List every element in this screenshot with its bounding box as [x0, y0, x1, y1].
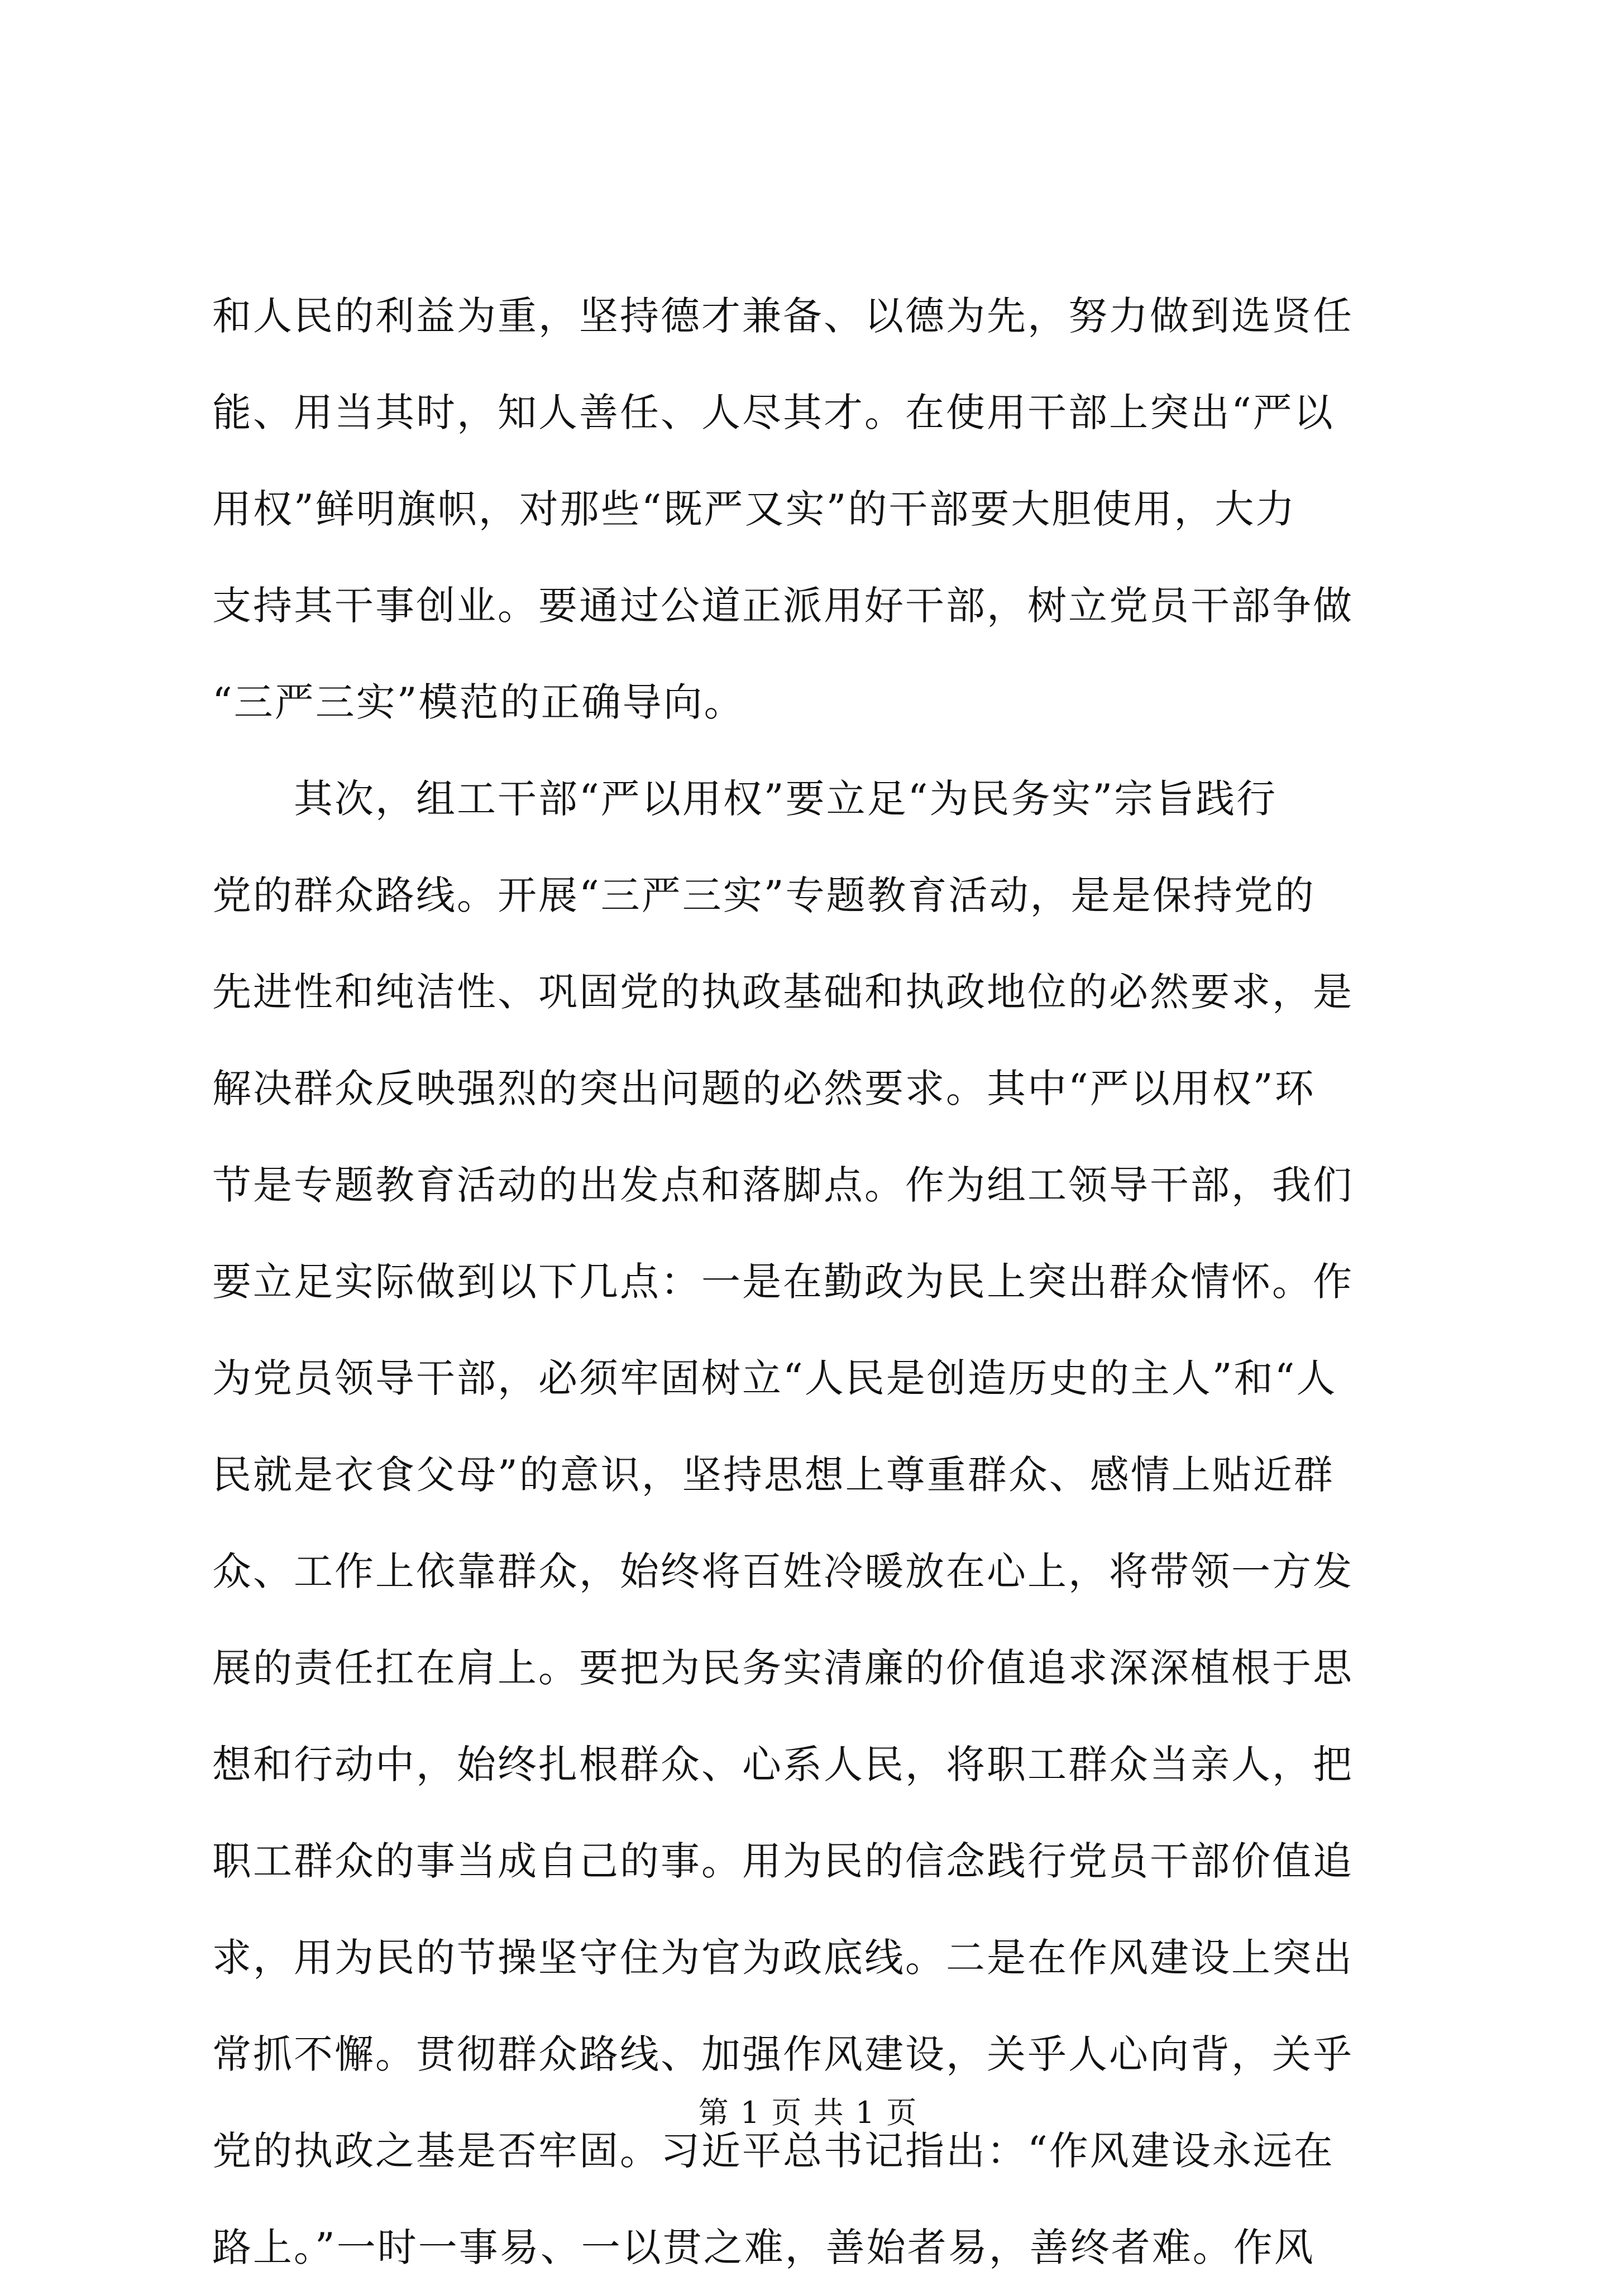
text-line: 先进性和纯洁性、巩固党的执政基础和执政地位的必然要求，是: [212, 969, 1354, 1015]
text-line: 用权”鲜明旗帜，对那些“既严又实”的干部要大胆使用，大力: [212, 486, 1297, 532]
text-line: 节是专题教育活动的出发点和落脚点。作为组工领导干部，我们: [212, 1162, 1354, 1208]
body-text: [212, 268, 1407, 2296]
text-line: 要立足实际做到以下几点：一是在勤政为民上突出群众情怀。作: [212, 1259, 1354, 1305]
text-line: 众、工作上依靠群众，始终将百姓冷暖放在心上，将带领一方发: [212, 1549, 1354, 1594]
text-line: 支持其干事创业。要通过公道正派用好干部，树立党员干部争做: [212, 583, 1354, 629]
text-line: 党的执政之基是否牢固。习近平总书记指出：“作风建设永远在: [212, 2128, 1335, 2174]
text-line: 和人民的利益为重，坚持德才兼备、以德为先，努力做到选贤任: [212, 293, 1354, 339]
text-line: 路上。”一时一事易、一以贯之难，善始者易，善终者难。作风: [212, 2225, 1315, 2270]
text-line: 能、用当其时，知人善任、人尽其才。在使用干部上突出“严以: [212, 390, 1335, 435]
text-line: 为党员领导干部，必须牢固树立“人民是创造历史的主人”和“人: [212, 1355, 1337, 1401]
text-line: 党的群众路线。开展“三严三实”专题教育活动，是是保持党的: [212, 873, 1316, 918]
text-line: 其次，组工干部“严以用权”要立足“为民务实”宗旨践行: [212, 776, 1278, 822]
text-line: 民就是衣食父母”的意识，坚持思想上尊重群众、感情上贴近群: [212, 1452, 1335, 1498]
text-line: 想和行动中，始终扎根群众、心系人民，将职工群众当亲人，把: [212, 1742, 1354, 1787]
text-line: 常抓不懈。贯彻群众路线、加强作风建设，关乎人心向背，关乎: [212, 2031, 1354, 2077]
text-line: 展的责任扛在肩上。要把为民务实清廉的价值追求深深植根于思: [212, 1645, 1354, 1691]
text-line: “三严三实”模范的正确导向。: [212, 679, 745, 725]
text-line: 求，用为民的节操坚守住为官为政底线。二是在作风建设上突出: [212, 1935, 1354, 1981]
page-footer: 第 1 页 共 1 页: [698, 2095, 918, 2130]
text-line: 解决群众反映强烈的突出问题的必然要求。其中“严以用权”环: [212, 1066, 1316, 1111]
text-line: 职工群众的事当成自己的事。用为民的信念践行党员干部价值追: [212, 1838, 1354, 1884]
